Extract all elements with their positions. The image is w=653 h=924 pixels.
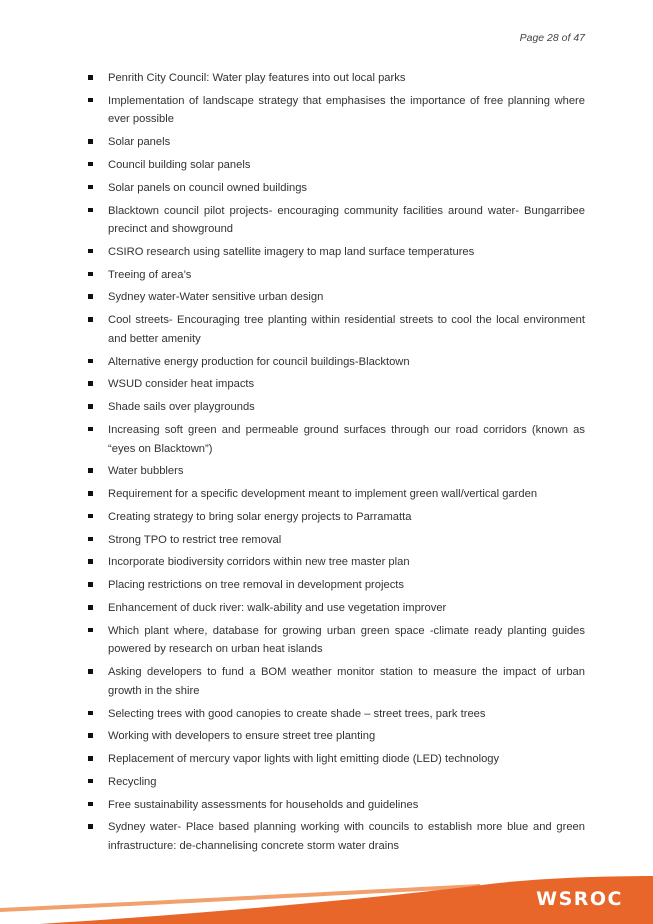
bullet-marker-icon [88, 294, 93, 299]
list-item-text: Shade sails over playgrounds [108, 401, 255, 414]
list-item-text: Sydney water- Place based planning working with councils to establish more blue and green infrastructure: de-channelising concrete storm water drains [108, 821, 585, 853]
list-item-text: Working with developers to ensure street tree planting [108, 730, 376, 743]
bullet-marker-icon [88, 139, 93, 144]
list-item-text: Council building solar panels [108, 158, 251, 171]
bullet-marker-icon [88, 756, 93, 761]
list-item-text: CSIRO research using satellite imagery to map land surface temperatures [108, 245, 475, 258]
bullet-marker-icon [88, 733, 93, 738]
list-item-text: Treeing of area’s [108, 268, 192, 281]
list-item [85, 202, 585, 239]
bullet-marker-icon [88, 359, 93, 364]
list-item [85, 553, 585, 572]
bullet-marker-icon [88, 491, 93, 496]
list-item-text: Enhancement of duck river: walk-ability and use vegetation improver [108, 602, 447, 614]
list-item [85, 818, 585, 855]
list-item-text: Recycling [108, 775, 157, 788]
list-item [85, 421, 585, 458]
bullet-marker-icon [88, 427, 93, 432]
list-item [85, 243, 585, 262]
bullet-marker-icon [88, 628, 93, 633]
list-item-text: Creating strategy to bring solar energy projects to Parramatta [108, 510, 412, 523]
list-item-text: Free sustainability assessments for households and guidelines [108, 798, 419, 811]
list-item-text: Selecting trees with good canopies to create shade – street trees, park trees [108, 707, 486, 720]
bullet-marker-icon [88, 404, 93, 409]
list-item-text: Which plant where, database for growing urban green space -climate ready planting guides powered by research on urban heat islands [108, 624, 585, 656]
list-item [85, 398, 585, 417]
list-item [85, 773, 585, 792]
list-item [85, 599, 585, 618]
list-item-text: Requirement for a specific development meant to implement green wall/vertical garden [108, 488, 538, 501]
bullet-marker-icon [88, 317, 93, 322]
bullet-marker-icon [88, 514, 93, 519]
list-item [85, 266, 585, 285]
list-item [85, 179, 585, 198]
list-item-text: Incorporate biodiversity corridors within new tree master plan [108, 556, 410, 569]
bullet-marker-icon [88, 75, 93, 80]
list-item-text: Alternative energy production for council buildings-Blacktown [108, 355, 410, 368]
list-item [85, 353, 585, 372]
list-item [85, 288, 585, 307]
bullet-list [85, 69, 585, 860]
bullet-marker-icon [88, 185, 93, 190]
bullet-marker-icon [88, 98, 93, 103]
wsroc-logo: WSROC [536, 888, 623, 910]
list-item [85, 92, 585, 129]
bullet-marker-icon [88, 208, 93, 213]
list-item-text: Strong TPO to restrict tree removal [108, 533, 282, 546]
list-item [85, 727, 585, 746]
list-item-text: Water bubblers [108, 465, 184, 478]
list-item-text: Implementation of landscape strategy that emphasises the importance of free planning where ever possible [108, 94, 585, 126]
list-item [85, 576, 585, 595]
list-item-text: Asking developers to fund a BOM weather monitor station to measure the impact of urban growth in the shire [108, 666, 585, 697]
list-item [85, 663, 585, 700]
list-item [85, 531, 585, 550]
list-item-text: Solar panels on council owned buildings [108, 181, 308, 194]
list-item-text: Increasing soft green and permeable ground surfaces through our road corridors (known as “eyes on Blacktown”) [108, 423, 585, 455]
bullet-marker-icon [88, 779, 93, 784]
page-number: Page 28 of 47 [519, 32, 585, 44]
list-item-text: Placing restrictions on tree removal in development projects [108, 579, 404, 592]
list-item-text: Sydney water-Water sensitive urban design [108, 291, 324, 304]
bullet-marker-icon [88, 824, 93, 829]
list-item [85, 133, 585, 152]
list-item [85, 462, 585, 481]
list-item [85, 311, 585, 348]
list-item [85, 796, 585, 815]
bullet-marker-icon [88, 669, 93, 674]
list-item-text: Penrith City Council: Water play features into out local parks [108, 72, 406, 84]
list-item [85, 508, 585, 527]
bullet-marker-icon [88, 711, 93, 716]
bullet-marker-icon [88, 468, 93, 473]
bullet-marker-icon [88, 537, 93, 542]
list-item [85, 69, 585, 88]
list-item-text: WSUD consider heat impacts [108, 378, 255, 391]
bullet-marker-icon [88, 605, 93, 610]
bullet-marker-icon [88, 582, 93, 587]
list-item [85, 705, 585, 724]
bullet-marker-icon [88, 162, 93, 167]
list-item [85, 156, 585, 175]
list-item-text: Solar panels [108, 136, 171, 149]
list-item-text: Cool streets- Encouraging tree planting within residential streets to cool the local environment and better amenity [108, 314, 585, 345]
bullet-marker-icon [88, 381, 93, 386]
bullet-marker-icon [88, 249, 93, 254]
list-item-text: Replacement of mercury vapor lights with light emitting diode (LED) technology [108, 753, 500, 766]
list-item [85, 750, 585, 769]
bullet-marker-icon [88, 272, 93, 277]
bullet-marker-icon [88, 802, 93, 807]
list-item [85, 622, 585, 659]
list-item-text: Blacktown council pilot projects- encouraging community facilities around water- Bungarribee precinct and showground [108, 204, 585, 236]
list-item [85, 485, 585, 504]
list-item [85, 375, 585, 394]
bullet-marker-icon [88, 559, 93, 564]
